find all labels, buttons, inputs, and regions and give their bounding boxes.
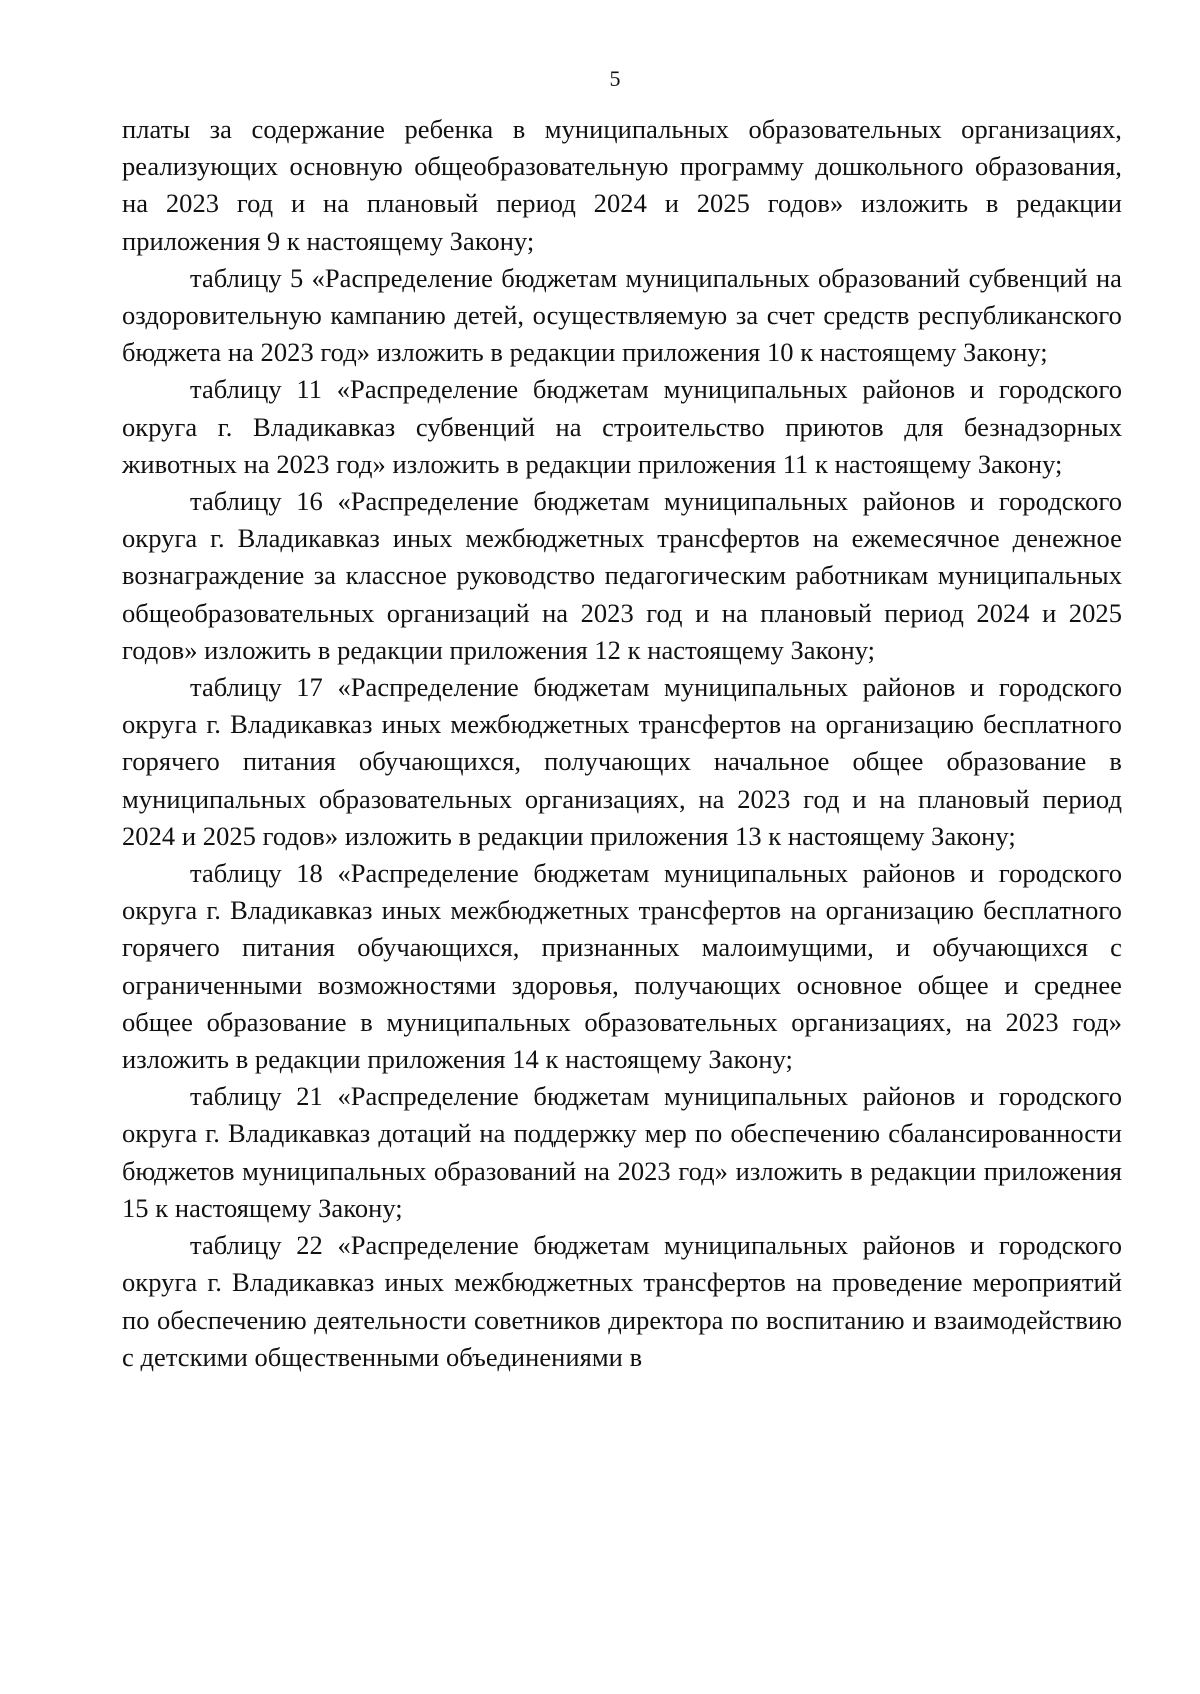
paragraph-table-16: таблицу 16 «Распределение бюджетам муниципальных районов и городского округа г. Владикавказ иных межбюджетных трансфертов на ежемесячное денежное вознаграждение за классное руководство педагогическим работникам муниципальных общеобразовательных организаций на 2023 год и на плановый период 2024 и 2025 годов» изложить в редакции приложения 12 к настоящему Закону; (122, 486, 1122, 665)
document-body (122, 111, 1122, 1376)
paragraph-table-17: таблицу 17 «Распределение бюджетам муниципальных районов и городского округа г. Владикавказ иных межбюджетных трансфертов на организацию бесплатного горячего питания обучающихся, получающих начальное общее образование в муниципальных образовательных организациях, на 2023 год и на плановый период 2024 и 2025 годов» изложить в редакции приложения 13 к настоящему Закону; (122, 672, 1122, 851)
paragraph-table-21: таблицу 21 «Распределение бюджетам муниципальных районов и городского округа г. Владикавказ дотаций на поддержку мер по обеспечению сбалансированности бюджетов муниципальных образований на 2023 год» изложить в редакции приложения 15 к настоящему Закону; (122, 1081, 1122, 1223)
page-number: 5 (609, 66, 621, 91)
paragraph-table-18: таблицу 18 «Распределение бюджетам муниципальных районов и городского округа г. Владикавказ иных межбюджетных трансфертов на организацию бесплатного горячего питания обучающихся, признанных малоимущими, и обучающихся с ограниченными возможностями здоровья, получающих основное общее и среднее общее образование в муниципальных образовательных организациях, на 2023 год» изложить в редакции приложения 14 к настоящему Закону; (122, 858, 1122, 1075)
paragraph-table-5: таблицу 5 «Распределение бюджетам муниципальных образований субвенций на оздоровительную кампанию детей, осуществляемую за счет средств республиканского бюджета на 2023 год» изложить в редакции приложения 10 к настоящему Закону; (122, 262, 1122, 368)
paragraph-table-22: таблицу 22 «Распределение бюджетам муниципальных районов и городского округа г. Владикавказ иных межбюджетных трансфертов на проведение мероприятий по обеспечению деятельности советников директора по воспитанию и взаимодействию с детскими общественными объединениями в (122, 1230, 1122, 1372)
paragraph-continuation: платы за содержание ребенка в муниципальных образовательных организациях, реализующих основную общеобразовательную программу дошкольного образования, на 2023 год и на плановый период 2024 и 2025 годов» изложить в редакции приложения 9 к настоящему Закону; (122, 114, 1122, 256)
paragraph-table-11: таблицу 11 «Распределение бюджетам муниципальных районов и городского округа г. Владикавказ субвенций на строительство приютов для безнадзорных животных на 2023 год» изложить в редакции приложения 11 к настоящему Закону; (122, 374, 1122, 479)
